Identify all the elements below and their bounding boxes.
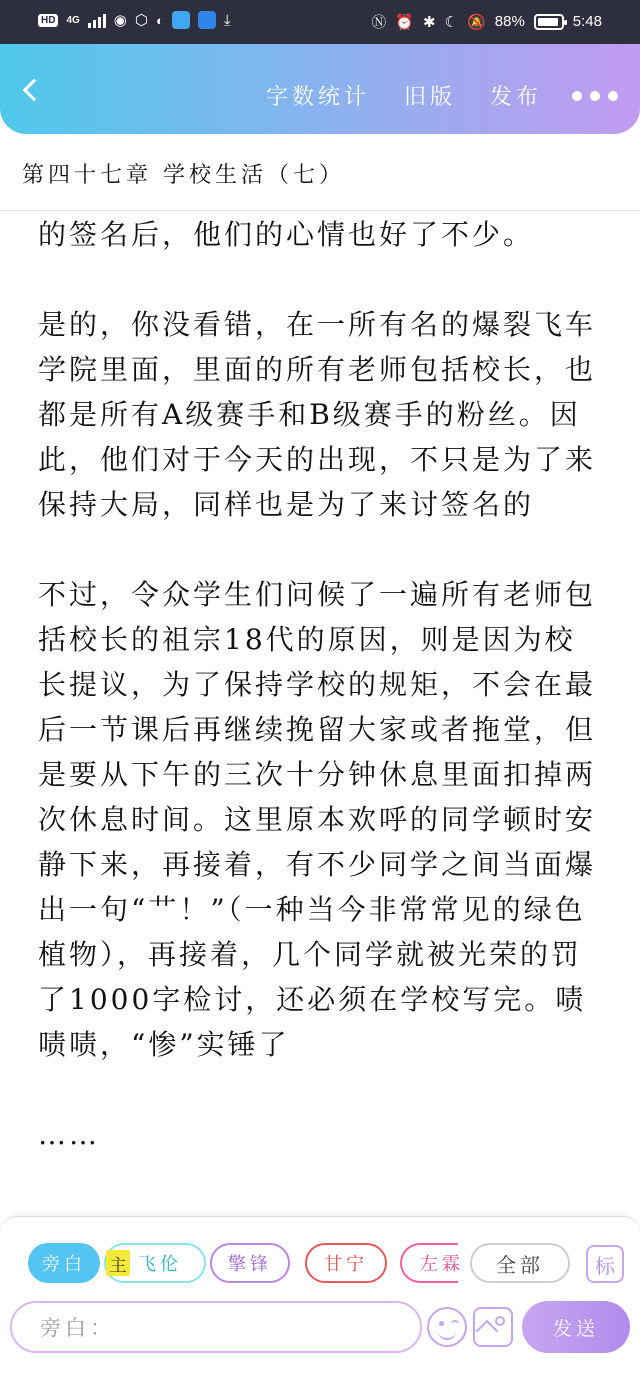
- browser-app-icon: [198, 11, 216, 29]
- role-chip-ganning[interactable]: 甘宁: [305, 1243, 387, 1283]
- main-role-badge: 主: [106, 1250, 130, 1276]
- old-version-button[interactable]: 旧版: [403, 85, 456, 110]
- role-chip-feilun[interactable]: [104, 1243, 206, 1283]
- status-bar: [0, 0, 640, 44]
- paragraph: 不过，令众学生们问候了一遍所有老师包括校长的祖宗18代的原因，则是因为校长提议，为了保持学校的规矩，不会在最后一节课后再继续挽留大家或者拖堂，但是要从下午的三次十分钟休息里面扣掉两次休息时间。这里原本欢呼的同学顿时安静下来，再接着，有不少同学之间当面爆出一句“艹！”（一种当今非常常见的绿色植物），再接着，几个同学就被光荣的罚了1000字检讨，还必须在学校写完。啧啧啧，“惨”实锤了: [38, 578, 597, 1061]
- paragraph: 的签名后，他们的心情也好了不少。: [38, 218, 535, 251]
- hexagon-icon: ⬡: [134, 12, 148, 29]
- more-options-icon[interactable]: [572, 91, 618, 101]
- paragraph: ……: [38, 1118, 100, 1151]
- mark-button[interactable]: 标: [586, 1245, 624, 1283]
- download-icon: ⤓: [223, 11, 231, 29]
- notification-app-icon: ◐: [156, 12, 164, 28]
- image-icon[interactable]: [473, 1307, 513, 1347]
- network-type: 4G: [66, 14, 80, 26]
- alarm-icon: ⏰: [395, 13, 415, 31]
- emoji-icon[interactable]: [427, 1307, 467, 1347]
- signal-icon: [88, 12, 106, 28]
- back-icon[interactable]: [18, 76, 48, 106]
- mute-icon: 🔕: [467, 13, 486, 31]
- status-bar-left: [38, 11, 231, 29]
- chapter-content[interactable]: [38, 212, 604, 1212]
- role-chip-zuo[interactable]: 左霖: [400, 1243, 458, 1283]
- role-chip-qingfeng[interactable]: 擎锋: [210, 1243, 290, 1283]
- publish-button[interactable]: 发布: [489, 85, 542, 110]
- nfc-icon: Ⓝ: [371, 14, 387, 31]
- moon-icon: ☾: [444, 13, 459, 31]
- bluetooth-icon: ✱: [423, 13, 436, 31]
- clock: 5:48: [572, 13, 602, 30]
- composer-panel: [0, 1216, 640, 1356]
- role-chip-label: 飞伦: [138, 1254, 182, 1275]
- role-selector: [28, 1243, 628, 1287]
- chapter-title[interactable]: 第四十七章 学校生活（七）: [22, 163, 345, 188]
- message-input[interactable]: 旁白：: [10, 1301, 422, 1353]
- app-header: [0, 44, 640, 134]
- search-app-icon: [172, 11, 190, 29]
- word-count-button[interactable]: 字数统计: [265, 85, 370, 110]
- eye-icon: ◉: [113, 12, 127, 29]
- header-actions: [232, 80, 618, 111]
- role-chip-narrator[interactable]: 旁白: [28, 1243, 100, 1283]
- paragraph: 是的，你没看错，在一所有名的爆裂飞车学院里面，里面的所有老师包括校长，也都是所有A级赛手和B级赛手的粉丝。因此，他们对于今天的出现，不只是为了来保持大局，同样也是为了来讨签名的: [38, 308, 597, 521]
- status-bar-right: [371, 11, 602, 32]
- send-button[interactable]: 发送: [522, 1301, 630, 1353]
- divider: [0, 210, 640, 211]
- battery-percent: 88%: [494, 13, 525, 30]
- role-chip-all[interactable]: 全部: [470, 1243, 570, 1283]
- hd-badge: HD: [38, 14, 58, 27]
- battery-icon: [534, 14, 564, 30]
